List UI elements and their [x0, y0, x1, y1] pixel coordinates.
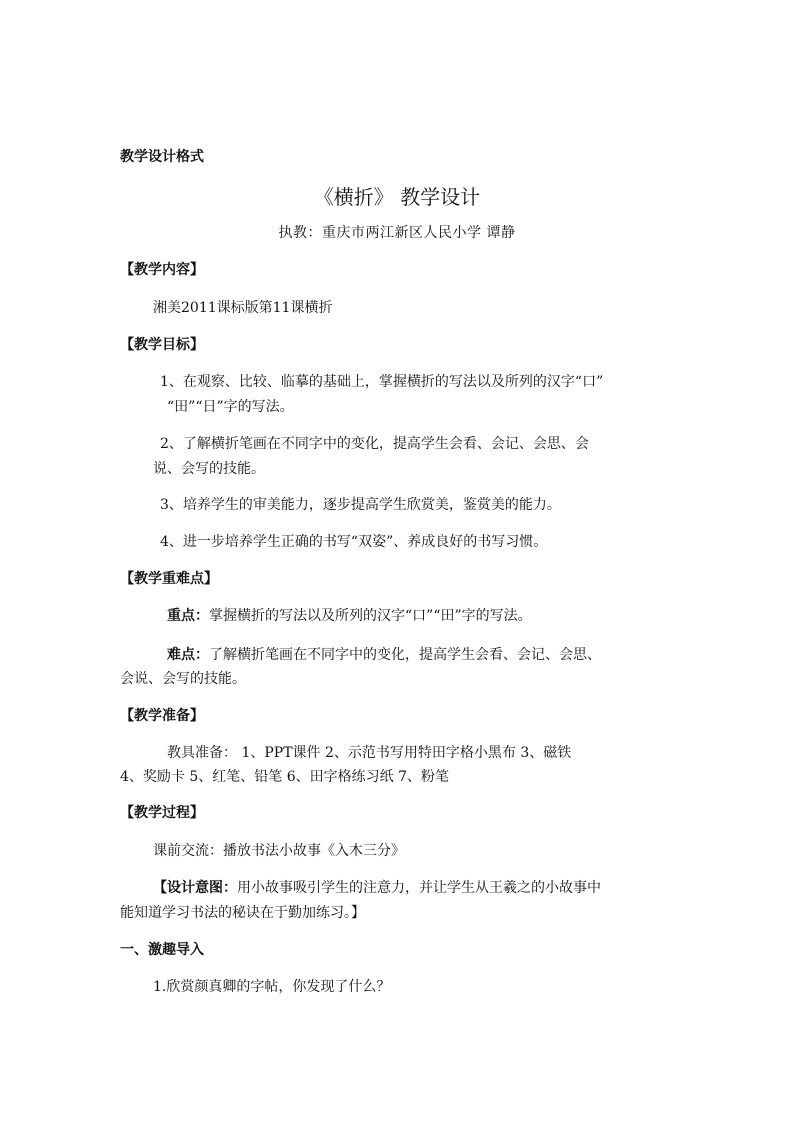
section-heading-content: 【教学内容】: [120, 262, 204, 278]
goal-4: 4、进一步培养学生正确的书写“双姿”、养成良好的书写习惯。: [160, 534, 548, 550]
preparation-line-2: 4、奖励卡 5、红笔、铅笔 6、田字格练习纸 7、粉笔: [120, 769, 449, 785]
goal-1-line-1: 1、在观察、比较、临摹的基础上，掌握横折的写法以及所列的汉字“口”: [160, 374, 604, 390]
goal-2-line-1: 2、了解横折笔画在不同字中的变化，提高学生会看、会记、会思、会: [160, 436, 589, 452]
difficult-point-line-2: 会说、会写的技能。: [120, 671, 246, 687]
key-point-text: 掌握横折的写法以及所列的汉字“口”“田”字的写法。: [209, 608, 532, 624]
key-point-label: 重点：: [167, 608, 209, 624]
pre-class-exchange: 课前交流：播放书法小故事《入木三分》: [153, 843, 405, 859]
design-intent-text: 用小故事吸引学生的注意力，并让学生从王羲之的小故事中: [237, 880, 601, 896]
document-title: 《横折》 教学设计: [313, 185, 481, 209]
part-1-item-1: 1.欣赏颜真卿的字帖，你发现了什么？: [153, 979, 391, 995]
content-text: 湘美2011课标版第11课横折: [153, 300, 333, 316]
goal-3: 3、培养学生的审美能力，逐步提高学生欣赏美，鉴赏美的能力。: [160, 497, 561, 513]
format-label: 教学设计格式: [120, 149, 204, 165]
design-intent-line-1: [153, 878, 601, 898]
goal-2-line-2: 说、会写的技能。: [153, 461, 265, 477]
preparation-line-1: 教具准备： 1、PPT课件 2、示范书写用特田字格小黑布 3、磁铁: [167, 745, 572, 761]
difficult-point-label: 难点：: [167, 647, 209, 663]
author-line: 执教：重庆市两江新区人民小学 谭静: [278, 225, 516, 241]
part-1-heading: 一、激趣导入: [120, 942, 204, 958]
design-intent-label: 【设计意图：: [153, 880, 237, 896]
section-heading-preparation: 【教学准备】: [120, 708, 204, 724]
section-heading-process: 【教学过程】: [120, 805, 204, 821]
key-point: [167, 606, 532, 626]
difficult-point-line-1: [167, 645, 601, 665]
goal-1-line-2: “田”“日”字的写法。: [167, 399, 294, 415]
section-heading-goals: 【教学目标】: [120, 337, 204, 353]
section-heading-key-points: 【教学重难点】: [120, 571, 218, 587]
design-intent-line-2: 能知道学习书法的秘诀在于勤加练习。】: [120, 905, 365, 921]
difficult-point-text: 了解横折笔画在不同字中的变化，提高学生会看、会记、会思、: [209, 647, 601, 663]
